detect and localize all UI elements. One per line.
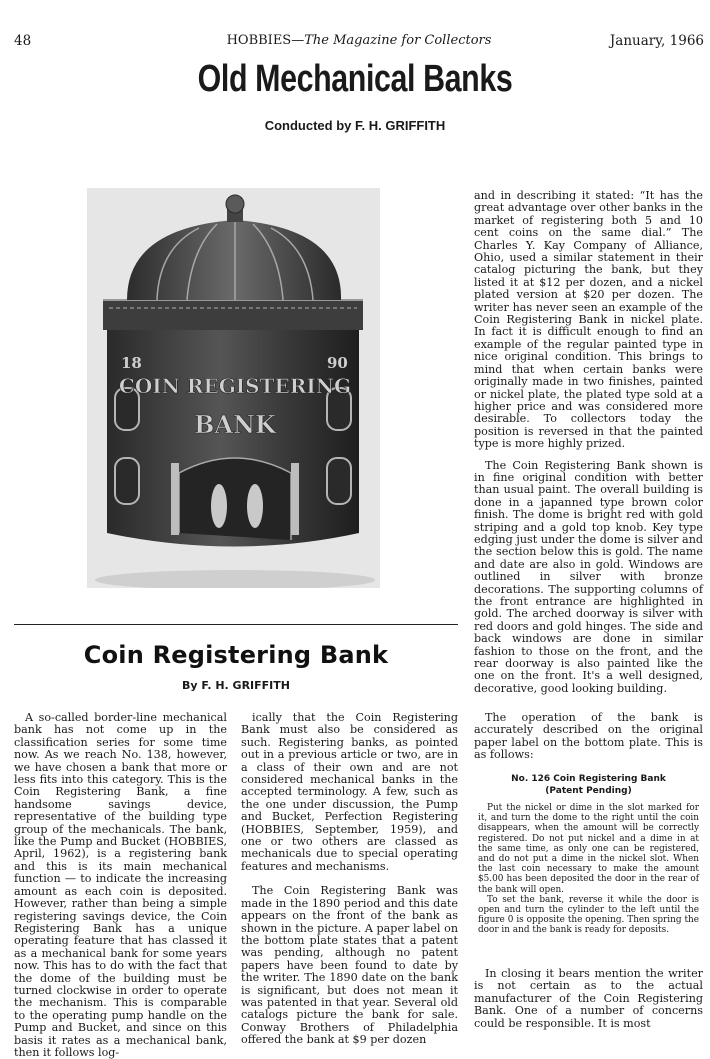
paragraph: A so-called border-line mechanical bank has not come up in the classification series for some time now. As we reach No. 138, however, we have chosen a bank that more or less fits into this category. This is the Coin Registering Bank, a fine handsome savings device, representative of the building type group of the mechanicals. The bank, like the Pump and Bucket (HOBBIES, April, 1962), is a registering bank and this is its main mechanical function — to indicate the increasing amount as each coin is deposited. However, rather than being a simple registering savings device, the Coin Registering Bank has a unique operating feature that has classed it as a mechanical bank for some years now. This has to do with the fact that the dome of the building must be turned clockwise in order to operate the mechanism. This is comparable to the operating pump handle on the Pump and Bucket, and since on this basis it rates as a mechanical bank, then it follows log- [14,711,227,1059]
bank-photo [87,188,380,588]
article-column-1 [14,712,227,1059]
article-column-3-mid [474,712,703,762]
label-paragraph: To set the bank, reverse it while the door is open and turn the cylinder to the left until the figure 0 is opposite the opening. Then spring the door in and the bank is ready for deposits. [478,894,699,936]
article-column-3-top [474,190,703,695]
article-column-3-bottom [474,968,703,1030]
page-header [14,33,704,51]
bank-name-text: COIN REGISTERING [118,374,352,398]
paragraph: ically that the Coin Registering Bank must also be considered as such. Registering banks, as pointed out in a previous article or two, are in a class of their own and are not considered mechanical banks in the accepted terminology. A few, such as the one under discussion, the Pump and Bucket, Perfection Registering (HOBBIES, September, 1959), and one or two others are classed as mechanicals due to special operating features and mechanisms. [241,711,458,873]
paragraph: The operation of the bank is accurately described on the original paper label on the bottom plate. This is as follows: [474,711,703,762]
magazine-subtitle: —The Magazine for Collectors [291,33,492,48]
magazine-name: HOBBIES [226,33,292,48]
year-left-text: 18 [121,354,142,372]
article-column-2 [241,712,458,1047]
label-subheading: (Patent Pending) [545,786,632,796]
section-divider [14,624,458,625]
year-right-text: 90 [327,354,348,372]
article-title: Coin Registering Bank [83,641,389,669]
label-text [478,803,699,936]
department-title: Old Mechanical Banks [197,58,513,100]
paragraph: and in describing it stated: “It has the great advantage over other banks in the market of registering both 5 and 10 cent coins on the same dial.” The Charles Y. Kay Company of Alliance, Ohio, used a similar statement in their catalog picturing the bank, but they listed it at $12 per dozen, and a nickel plated version at $20 per dozen. The writer has never seen an example of the Coin Registering Bank in nickel plate. In fact it is difficult enough to find an example of the regular painted type in nice original condition. This brings to mind that when certain banks were originally made in two finishes, painted or nickel plate, the plated type sold at a higher price and was considered more desirable. To collectors today the position is reversed in that the painted type is more highly prized. [474,189,703,451]
paragraph: In closing it bears mention the writer is not certain as to the actual manufacturer of the Coin Registering Bank. One of a number of concerns could be responsible. It is most [474,967,703,1030]
magazine-title [14,33,704,48]
department-byline: Conducted by F. H. GRIFFITH [264,118,446,133]
paragraph: The Coin Registering Bank was made in the 1890 period and this date appears on the front of the bank as shown in the picture. A paper label on the bottom plate states that a patent was pending, although no patent papers have been found to date by the writer. The 1890 date on the bank is significant, but does not mean it was patented in that year. Several old catalogs picture the bank for sale. Conway Brothers of Philadelphia offered the bank at $9 per dozen [241,884,458,1047]
label-heading: No. 126 Coin Registering Bank [511,774,666,784]
bank-word-text: BANK [194,410,276,439]
issue-date: January, 1966 [609,33,704,49]
article-byline: By F. H. GRIFFITH [182,679,290,692]
label-paragraph: Put the nickel or dime in the slot marked for it, and turn the dome to the right until the coin disappears, when the amount will be correctly registered. Do not put nickel and a dime in at the same time, as only one can be registered, and do not put a dime in the nickel slot. When the last coin necessary to make the amount $5.00 has been deposited the door in the rear of the bank will open. [478,803,699,895]
paragraph: The Coin Registering Bank shown is in fine original condition with better than usual paint. The overall building is done in a japanned type brown color finish. The dome is bright red with gold striping and a gold top knob. Key type edging just under the dome is silver and the section below this is gold. The name and date are also in gold. Windows are outlined in silver with bronze decorations. The supporting columns of the front entrance are highlighted in gold. The arched doorway is silver with red doors and gold hinges. The side and back windows are done in similar fashion to those on the front, and the rear doorway is also painted like the one on the front. It's a well designed, decorative, good looking building. [474,458,703,695]
page-number: 48 [14,33,32,49]
